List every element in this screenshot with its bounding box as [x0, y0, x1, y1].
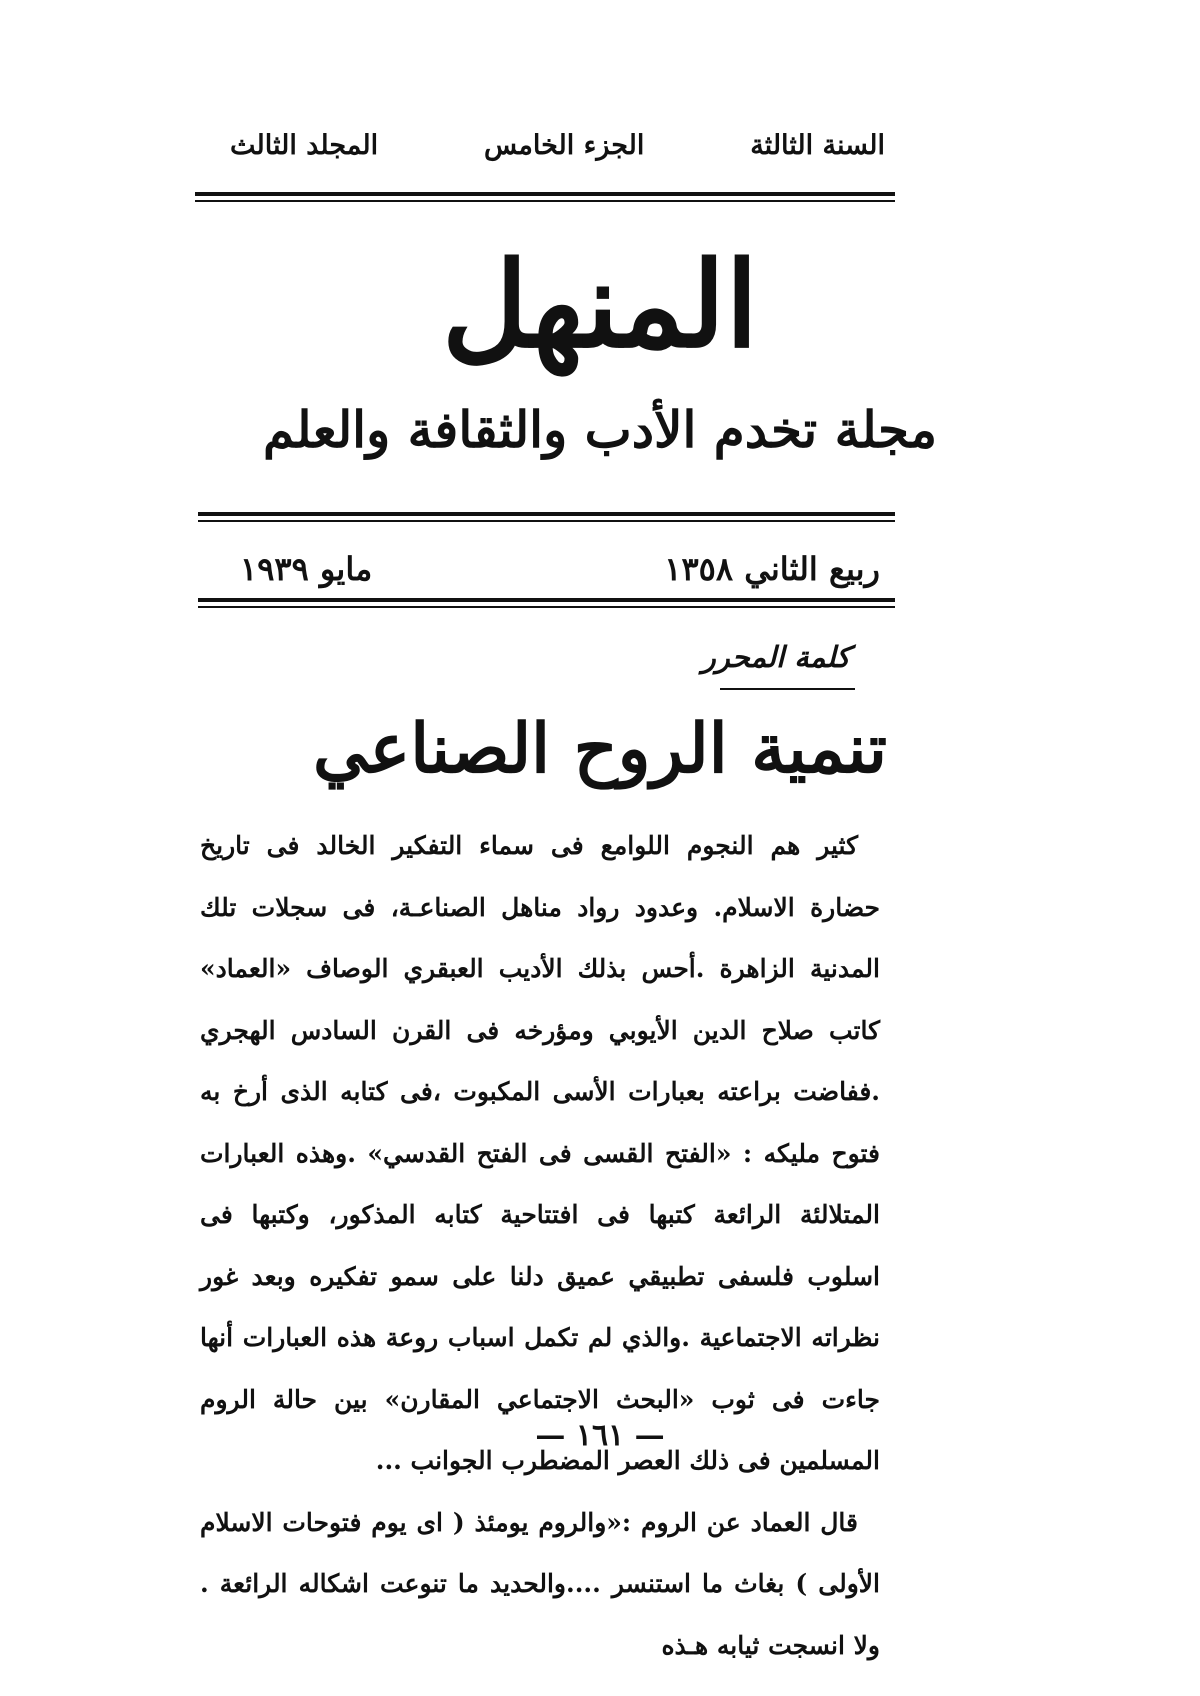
issue-part: الجزء الخامس — [483, 130, 645, 161]
section-label: كلمة المحرر — [701, 640, 850, 674]
issue-header — [230, 130, 885, 161]
issue-volume: المجلد الثالث — [230, 130, 379, 161]
header-rule — [195, 192, 895, 202]
masthead-title: المنهل — [441, 235, 759, 374]
masthead-rule-bottom — [198, 598, 895, 608]
section-label-underline — [720, 688, 855, 690]
gregorian-date: مايو ١٩٣٩ — [240, 550, 373, 588]
article-paragraph: كثير هم النجوم اللوامع فى سماء التفكير الخالد فى تاريخ حضارة الاسلام. وعدود رواد مناهل الصناعـة، فى سجلات تلك المدنية الزاهرة .أحس بذلك الأديب العبقري الوصاف «العماد» كاتب صلاح الدين الأيوبي ومؤرخه فى القرن السادس الهجري .ففاضت براعته بعبارات الأسى المكبوت ،فى كتابه الذى أرخ به فتوح مليكه : «الفتح القسى فى الفتح القدسي» .وهذه العبارات المتلالئة الرائعة كتبها فى افتتاحية كتابه المذكور، وكتبها فى اسلوب فلسفى تطبيقي عميق دلنا على سمو تفكيره وبعد غور نظراته الاجتماعية .والذي لم تكمل اسباب روعة هذه العبارات أنها جاءت فى ثوب «البحث الاجتماعي المقارن» بين حالة الروم المسلمين فى ذلك العصر المضطرب الجوانب ... — [200, 831, 880, 1475]
issue-dates — [240, 550, 880, 588]
hijri-date: ربيع الثاني ١٣٥٨ — [664, 550, 880, 588]
issue-year: السنة الثالثة — [750, 130, 885, 161]
article-title: تنمية الروح الصناعي — [312, 709, 887, 789]
masthead-rule-top — [198, 512, 895, 522]
article-paragraph: قال العماد عن الروم :«والروم يومئذ ( اى يوم فتوحات الاسلام الأولى ) بغاث ما استنسر ....والحديد ما تنوعت اشكاله الرائعة . ولا انسجت ثيابه هـذه — [200, 1507, 880, 1660]
article-body — [200, 815, 880, 1676]
page-number: — ١٦١ — — [535, 1418, 665, 1453]
masthead-subtitle: مجلة تخدم الأدب والثقافة والعلم — [263, 400, 937, 459]
